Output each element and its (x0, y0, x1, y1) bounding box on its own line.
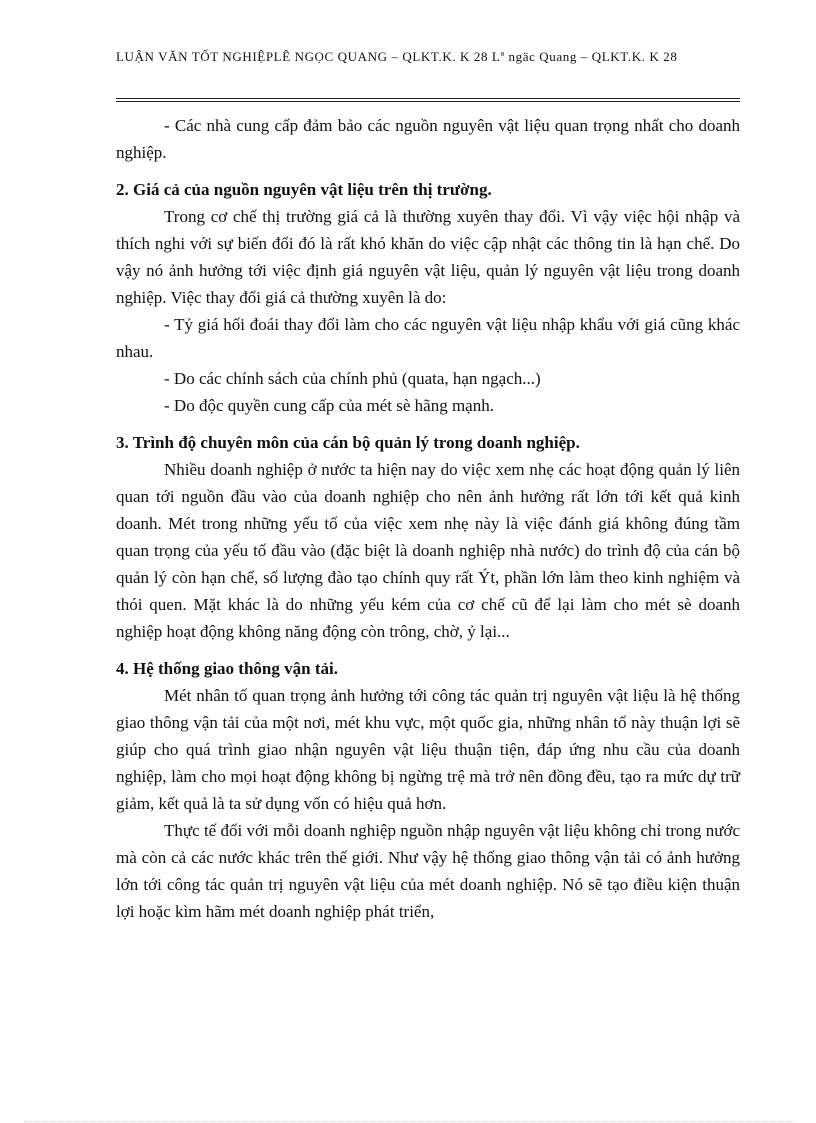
footer-dotted-line (24, 1121, 794, 1122)
section-heading-3: 3. Trình độ chuyên môn của cán bộ quản lý trong doanh nghiệp. (116, 433, 580, 452)
header-rule-bottom (116, 101, 740, 102)
paragraph-market-price: Trong cơ chế thị trường giá cả là thường xuyên thay đổi. Vì vậy việc hội nhập và thích nghi với sự biến đổi đó là rất khó khăn do việc cập nhật các thông tin là hạn chế. Do vậy nó ảnh hưởng tới việc định giá nguyên vật liệu, quản lý nguyên vật liệu trong doanh nghiệp. Việc thay đổi giá cả thường xuyên là do: (116, 207, 740, 307)
document-body (116, 112, 740, 925)
bullet-government-policy: - Do các chính sách của chính phủ (quata, hạn ngạch...) (164, 369, 541, 388)
paragraph-transport: Mét nhân tố quan trọng ảnh hưởng tới công tác quản trị nguyên vật liệu là hệ thống giao thông vận tải của một nơi, mét khu vực, một quốc gia, những nhân tố này thuận lợi sẽ giúp cho quá trình giao nhận nguyên vật liệu thuận tiện, đáp ứng nhu cầu của doanh nghiệp, làm cho mọi hoạt động không bị ngừng trệ mà trở nên đồng đều, tạo ra mức dự trữ giảm, kết quả là ta sử dụng vốn có hiệu quả hơn. (116, 686, 740, 813)
page-header (116, 48, 740, 66)
paragraph-management-skill: Nhiều doanh nghiệp ở nước ta hiện nay do việc xem nhẹ các hoạt động quản lý liên quan tới nguồn đầu vào của doanh nghiệp cho nên ảnh hưởng rất lớn tới kết quả kinh doanh. Mét trong những yếu tố của việc xem nhẹ này là việc đánh giá không đúng tầm quan trọng của yếu tố đầu vào (đặc biệt là doanh nghiệp nhà nước) do trình độ của cán bộ quản lý còn hạn chế, số lượng đào tạo chính quy rất Ýt, phần lớn làm theo kinh nghiệm và thói quen. Mặt khác là do những yếu kém của cơ chế cũ để lại làm cho mét sè doanh nghiệp hoạt động không năng động còn trông, chờ, ỷ lại... (116, 460, 740, 641)
header-text: LUẬN VĂN TỐT NGHIỆPLÊ NGỌC QUANG – QLKT.K. K 28 Lª ngäc Quang – QLKT.K. K 28 (116, 49, 678, 64)
section-heading-4: 4. Hệ thống giao thông vận tải. (116, 659, 338, 678)
paragraph-suppliers: - Các nhà cung cấp đảm bảo các nguồn nguyên vật liệu quan trọng nhất cho doanh nghiệp. (116, 116, 740, 162)
bullet-exchange-rate: - Tỷ giá hối đoái thay đổi làm cho các nguyên vật liệu nhập khẩu với giá cũng khác nhau. (116, 315, 740, 361)
paragraph-transport-reality: Thực tế đối với mỗi doanh nghiệp nguồn nhập nguyên vật liệu không chỉ trong nước mà còn cả các nước khác trên thế giới. Như vậy hệ thống giao thông vận tải có ảnh hưởng lớn tới công tác quản trị nguyên vật liệu của mét doanh nghiệp. Nó sẽ tạo điều kiện thuận lợi hoặc kìm hãm mét doanh nghiệp phát triển, (116, 821, 740, 921)
header-rule-top (116, 98, 740, 99)
section-heading-2: 2. Giá cả của nguồn nguyên vật liệu trên thị trường. (116, 180, 492, 199)
bullet-monopoly: - Do độc quyền cung cấp của mét sè hãng mạnh. (164, 396, 494, 415)
